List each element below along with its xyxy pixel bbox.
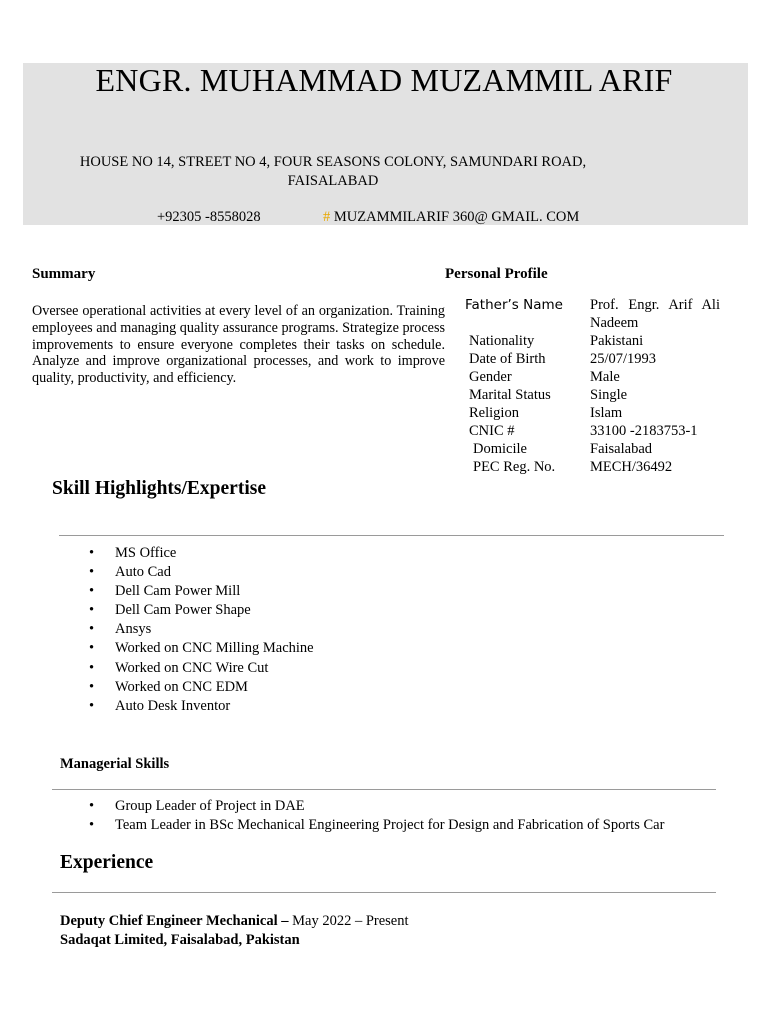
- profile-label-gender: Gender: [469, 369, 512, 385]
- skill-item: • Auto Cad: [89, 563, 314, 582]
- skill-item: • Ansys: [89, 620, 314, 639]
- candidate-name: ENGR. MUHAMMAD MUZAMMIL ARIF: [95, 62, 673, 98]
- skills-list: [89, 544, 314, 716]
- profile-value-religion: Islam: [590, 405, 623, 421]
- bullet-icon: •: [89, 640, 95, 657]
- managerial-divider: [52, 789, 716, 790]
- bullet-icon: •: [89, 798, 95, 814]
- skill-item: • Dell Cam Power Mill: [89, 582, 314, 601]
- skill-item: • MS Office: [89, 544, 314, 563]
- job-title: Deputy Chief Engineer Mechanical: [60, 913, 278, 929]
- job-separator: –: [277, 913, 293, 929]
- bullet-icon: •: [89, 678, 95, 695]
- profile-value-date-of-birth: 25/07/1993: [590, 351, 657, 367]
- profile-label-date-of-birth: Date of Birth: [469, 351, 546, 367]
- profile-label-domicile: Domicile: [473, 441, 527, 457]
- email-line: [323, 209, 579, 226]
- personal-profile-heading: Personal Profile: [445, 266, 548, 282]
- profile-label-nationality: Nationality: [469, 333, 535, 349]
- managerial-skills-heading: Managerial Skills: [60, 756, 170, 772]
- bullet-icon: •: [89, 659, 95, 676]
- email-symbol: #: [323, 209, 331, 225]
- managerial-skills-list: [89, 797, 664, 835]
- profile-value-cnic: 33100 -2183753-1: [590, 423, 698, 439]
- bullet-icon: •: [89, 583, 95, 600]
- bullet-icon: •: [89, 564, 95, 581]
- profile-label-cnic: CNIC #: [469, 423, 515, 439]
- profile-label-religion: Religion: [469, 405, 519, 421]
- profile-value-nationality: Pakistani: [590, 333, 644, 349]
- skill-item: • Worked on CNC Milling Machine: [89, 639, 314, 658]
- skill-item: • Auto Desk Inventor: [89, 697, 314, 716]
- job-title-line: [60, 912, 409, 931]
- skill-item: • Worked on CNC Wire Cut: [89, 659, 314, 678]
- bullet-icon: •: [89, 545, 95, 561]
- phone-number: +92305 -8558028: [157, 209, 261, 225]
- profile-value-fathers-name: Prof. Engr. Arif Ali Nadeem: [590, 297, 720, 331]
- experience-divider: [52, 892, 716, 893]
- profile-value-gender: Male: [590, 369, 620, 385]
- skills-heading: Skill Highlights/Expertise: [52, 478, 266, 499]
- profile-label-fathers-name: Father’s Name: [465, 297, 563, 313]
- profile-label-marital-status: Marital Status: [469, 387, 551, 403]
- email-address: MUZAMMILARIF 360@ GMAIL. COM: [333, 209, 580, 225]
- bullet-icon: •: [89, 621, 95, 638]
- profile-label-pec-reg-no: PEC Reg. No.: [473, 459, 556, 475]
- profile-value-pec-reg-no: MECH/36492: [590, 459, 673, 475]
- skill-item: • Worked on CNC EDM: [89, 678, 314, 697]
- profile-value-marital-status: Single: [590, 387, 628, 403]
- summary-heading: Summary: [32, 266, 96, 282]
- address-line-2: FAISALABAD: [287, 173, 379, 189]
- bullet-icon: •: [89, 602, 95, 619]
- address-line-1: HOUSE NO 14, STREET NO 4, FOUR SEASONS COLONY, SAMUNDARI ROAD,: [79, 154, 587, 170]
- job-dates: May 2022 – Present: [292, 913, 409, 929]
- skills-divider: [59, 535, 724, 536]
- bullet-icon: •: [89, 817, 95, 834]
- address: [23, 153, 643, 191]
- job-company: Sadaqat Limited, Faisalabad, Pakistan: [60, 932, 300, 948]
- experience-heading: Experience: [60, 852, 154, 873]
- profile-value-domicile: Faisalabad: [590, 441, 653, 457]
- skill-item: • Dell Cam Power Shape: [89, 601, 314, 620]
- summary-text: Oversee operational activities at every level of an organization. Training employees and managing quality assurance programs. Strategize process improvements to ensure everyone completes their tasks on schedule. Analyze and improve organizational processes, and work to improve quality, productivity, and efficiency.: [32, 303, 445, 387]
- bullet-icon: •: [89, 697, 95, 714]
- managerial-item: • Group Leader of Project in DAE: [89, 797, 664, 816]
- managerial-item: • Team Leader in BSc Mechanical Engineering Project for Design and Fabrication of Sports Car: [89, 816, 664, 835]
